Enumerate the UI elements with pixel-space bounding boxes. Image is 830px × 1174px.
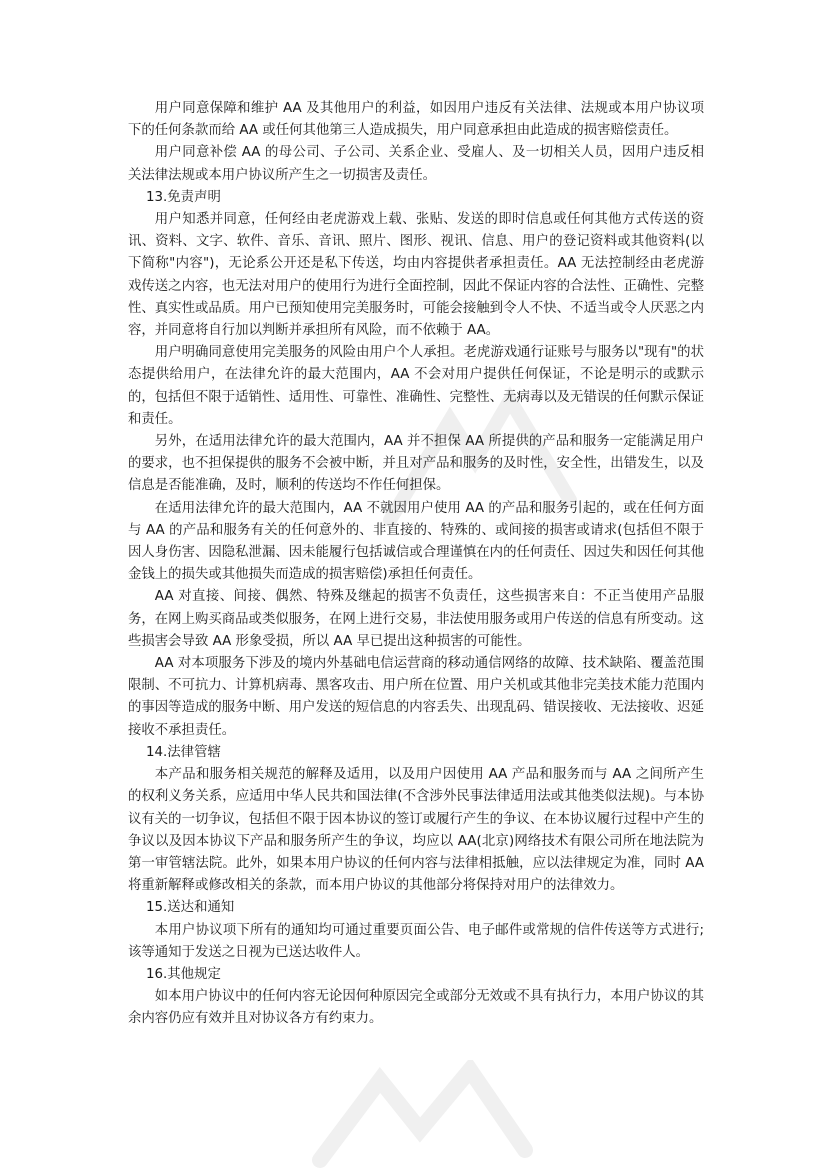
paragraph: 用户知悉并同意，任何经由老虎游戏上载、张贴、发送的即时信息或任何其他方式传送的资讯、资料、文字、软件、音乐、音讯、照片、图形、视讯、信息、用户的登记资料或其他资料(以下简称"内容")，无论系公开还是私下传送，均由内容提供者承担责任。AA 无法控制经由老虎游戏传送之内容，也无法对用户的使用行为进行全面控制，因此不保证内容的合法性、正确性、完整性、真实性或品质。用户已预知使用完美服务时，可能会接触到令人不快、不适当或令人厌恶之内容，并同意将自行加以判断并承担所有风险，而不依赖于 AA。 (128, 212, 704, 339)
paragraph: 在适用法律允许的最大范围内，AA 不就因用户使用 AA 的产品和服务引起的，或在任何方面与 AA 的产品和服务有关的任何意外的、非直接的、特殊的、或间接的损害或请求(包括但不限于因人身伤害、因隐私泄漏、因未能履行包括诚信或合理谨慎在内的任何责任、因过失和因任何其他金钱上的损失或其他损失而造成的损害赔偿)承担任何责任。 (128, 500, 704, 583)
paragraph: AA 对直接、间接、偶然、特殊及继起的损害不负责任，这些损害来自：不正当使用产品服务，在网上购买商品或类似服务，在网上进行交易，非法使用服务或用户传送的信息有所变动。这些损害会导致 AA 形象受损，所以 AA 早已提出这种损害的可能性。 (128, 589, 704, 649)
paragraph: 另外，在适用法律允许的最大范围内，AA 并不担保 AA 所提供的产品和服务一定能满足用户的要求，也不担保提供的服务不会被中断，并且对产品和服务的及时性，安全性，出错发生，以及信息是否能准确，及时，顺利的传送均不作任何担保。 (128, 434, 704, 494)
watermark-graphic-bottom (300, 1060, 540, 1170)
paragraph: 用户同意补偿 AA 的母公司、子公司、关系企业、受雇人、及一切相关人员，因用户违反相关法律法规或本用户协议所产生之一切损害及责任。 (128, 145, 704, 183)
paragraph: 用户明确同意使用完美服务的风险由用户个人承担。老虎游戏通行证账号与服务以"现有"的状态提供给用户，在法律允许的最大范围内，AA 不会对用户提供任何保证，不论是明示的或默示的，包括但不限于适销性、适用性、可靠性、准确性、完整性、无病毒以及无错误的任何默示保证和责任。 (128, 345, 704, 427)
section-heading: 16.其他规定 (146, 966, 221, 982)
paragraph: 如本用户协议中的任何内容无论因何种原因完全或部分无效或不具有执行力，本用户协议的其余内容仍应有效并且对协议各方有约束力。 (128, 989, 704, 1027)
section-heading: 13.免责声明 (146, 189, 221, 205)
paragraph: 用户同意保障和维护 AA 及其他用户的利益，如因用户违反有关法律、法规或本用户协议项下的任何条款而给 AA 或任何其他第三人造成损失，用户同意承担由此造成的损害赔偿责任。 (128, 101, 704, 139)
paragraph: AA 对本项服务下涉及的境内外基础电信运营商的移动通信网络的故障、技术缺陷、覆盖范围限制、不可抗力、计算机病毒、黑客攻击、用户所在位置、用户关机或其他非完美技术能力范围内的事因等造成的服务中断、用户发送的短信息的内容丢失、出现乱码、错误接收、无法接收、迟延接收不承担责任。 (128, 656, 704, 738)
paragraph: 本产品和服务相关规范的解释及适用，以及用户因使用 AA 产品和服务而与 AA 之间所产生的权利义务关系，应适用中华人民共和国法律(不含涉外民事法律适用法或其他类似法规)。与本协议有关的一切争议，包括但不限于因本协议的签订或履行产生的争议、在本协议履行过程中产生的争议以及因本协议下产品和服务所产生的争议，均应以 AA(北京)网络技术有限公司所在地法院为第一审管辖法院。此外，如果本用户协议的任何内容与法律相抵触，应以法律规定为准，同时 AA 将重新解释或修改相关的条款，而本用户协议的其他部分将保持对用户的法律效力。 (128, 767, 704, 894)
section-heading: 14.法律管辖 (146, 744, 221, 760)
section-heading: 15.送达和通知 (146, 900, 235, 916)
agreement-text (128, 98, 704, 1031)
paragraph: 本用户协议项下所有的通知均可通过重要页面公告、电子邮件或常规的信件传送等方式进行;该等通知于发送之日视为已送达收件人。 (128, 922, 704, 960)
